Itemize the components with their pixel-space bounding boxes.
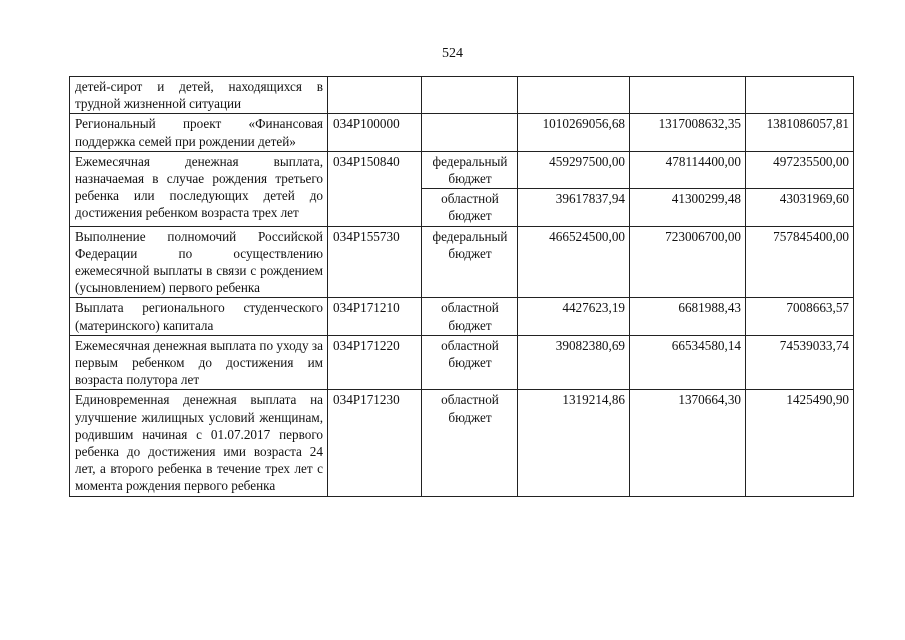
row-value-1: 1319214,86 [518, 390, 630, 496]
row-source: областной бюджет [422, 390, 518, 496]
row-value-3: 1381086057,81 [746, 114, 854, 151]
row-code: 034P155730 [328, 226, 422, 298]
row-value-2: 723006700,00 [630, 226, 746, 298]
row-value-3: 497235500,00 [746, 151, 854, 188]
row-name: Региональный проект «Финансовая поддержка семей при рождении детей» [70, 114, 328, 151]
table-row [70, 298, 854, 335]
row-value-1 [518, 77, 630, 114]
table-row [70, 151, 854, 188]
row-value-2: 66534580,14 [630, 335, 746, 390]
page-number: 524 [442, 46, 463, 61]
table-row [70, 114, 854, 151]
row-value-3: 7008663,57 [746, 298, 854, 335]
row-source: областной бюджет [422, 189, 518, 226]
budget-table [69, 76, 854, 497]
row-source [422, 77, 518, 114]
row-name: Выплата регионального студенческого (материнского) капитала [70, 298, 328, 335]
row-value-1: 4427623,19 [518, 298, 630, 335]
row-value-3: 1425490,90 [746, 390, 854, 496]
row-code: 034P171220 [328, 335, 422, 390]
row-source: федеральный бюджет [422, 226, 518, 298]
table-row [70, 226, 854, 298]
row-name: Ежемесячная денежная выплата, назначаемая в случае рождения третьего ребенка или последующих детей до достижения ребенком возраста трех лет [70, 151, 328, 226]
row-value-1: 466524500,00 [518, 226, 630, 298]
row-source: областной бюджет [422, 298, 518, 335]
row-value-1: 459297500,00 [518, 151, 630, 188]
row-value-3: 74539033,74 [746, 335, 854, 390]
row-value-3 [746, 77, 854, 114]
row-code: 034P171230 [328, 390, 422, 496]
row-value-3: 757845400,00 [746, 226, 854, 298]
row-code [328, 77, 422, 114]
row-value-2: 478114400,00 [630, 151, 746, 188]
row-value-2: 41300299,48 [630, 189, 746, 226]
row-source: федеральный бюджет [422, 151, 518, 188]
table-row [70, 335, 854, 390]
table-row [70, 390, 854, 496]
row-value-2: 1317008632,35 [630, 114, 746, 151]
row-name: Единовременная денежная выплата на улучшение жилищных условий женщинам, родившим начиная с 01.07.2017 первого ребенка до достижения ими возраста 24 лет, а второго ребенка в течение трех лет с момента рождения первого ребенка [70, 390, 328, 496]
row-source: областной бюджет [422, 335, 518, 390]
row-value-1: 39617837,94 [518, 189, 630, 226]
row-value-2: 1370664,30 [630, 390, 746, 496]
row-code: 034P171210 [328, 298, 422, 335]
row-value-1: 1010269056,68 [518, 114, 630, 151]
row-value-3: 43031969,60 [746, 189, 854, 226]
row-value-2 [630, 77, 746, 114]
row-name: детей-сирот и детей, находящихся в трудной жизненной ситуации [70, 77, 328, 114]
row-code: 034P100000 [328, 114, 422, 151]
row-code: 034P150840 [328, 151, 422, 226]
row-name: Ежемесячная денежная выплата по уходу за первым ребенком до достижения им возраста полутора лет [70, 335, 328, 390]
row-value-2: 6681988,43 [630, 298, 746, 335]
row-value-1: 39082380,69 [518, 335, 630, 390]
row-name: Выполнение полномочий Российской Федерации по осуществлению ежемесячной выплаты в связи с рождением (усыновлением) первого ребенка [70, 226, 328, 298]
table-row [70, 77, 854, 114]
row-source [422, 114, 518, 151]
